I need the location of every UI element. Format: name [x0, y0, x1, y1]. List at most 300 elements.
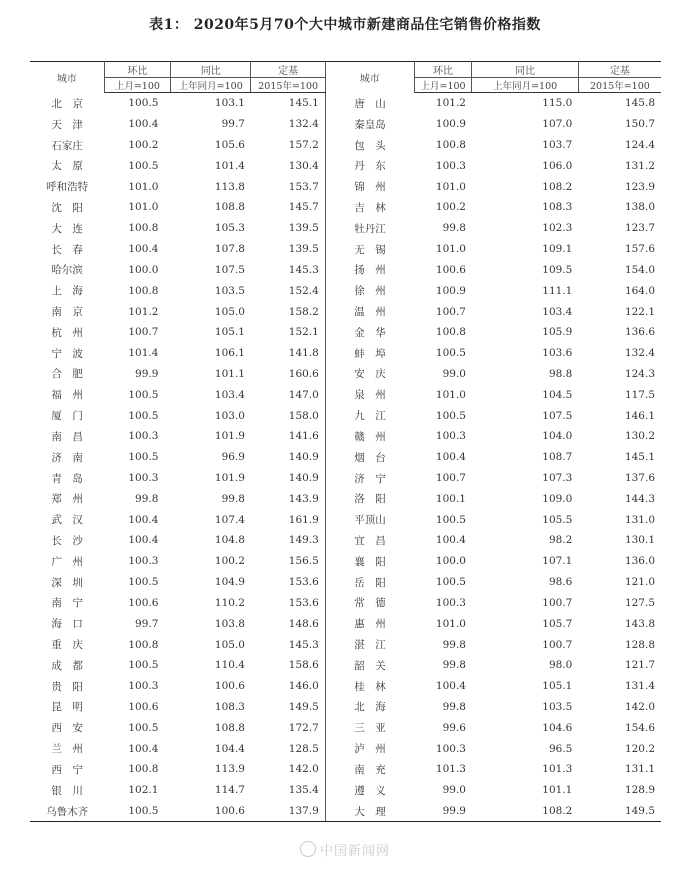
city-cell: 无 锡	[325, 239, 414, 260]
yoy-cell: 103.1	[214, 97, 245, 110]
city-cell: 宜 昌	[325, 530, 414, 551]
mom-cell: 100.3	[128, 472, 159, 485]
yoy-cell: 98.2	[548, 534, 573, 547]
city-cell: 吉 林	[325, 197, 414, 218]
city-cell: 桂 林	[325, 676, 414, 697]
table-row	[30, 218, 661, 239]
yoy-cell: 100.7	[542, 638, 573, 651]
yoy-cell: 109.0	[542, 492, 573, 505]
city-cell: 哈尔滨	[51, 264, 83, 277]
base-cell: 131.2	[624, 159, 655, 172]
yoy-cell: 107.1	[542, 555, 573, 568]
base-cell: 132.4	[288, 118, 319, 131]
yoy-cell: 103.5	[542, 700, 573, 713]
mom-cell: 100.4	[435, 680, 466, 693]
table-row	[30, 738, 661, 759]
base-cell: 144.3	[624, 492, 655, 505]
yoy-cell: 104.0	[542, 430, 573, 443]
base-cell: 145.3	[288, 638, 319, 651]
mom-cell: 100.7	[435, 305, 466, 318]
city-cell: 上 海	[51, 285, 83, 298]
table-row	[30, 801, 661, 822]
base-cell: 150.7	[624, 118, 655, 131]
yoy-cell: 105.6	[214, 139, 245, 152]
table-row	[30, 759, 661, 780]
mom-cell: 100.7	[128, 326, 159, 339]
base-cell: 153.6	[288, 576, 319, 589]
mom-cell: 100.2	[128, 139, 159, 152]
mom-cell: 101.0	[435, 243, 466, 256]
mom-cell: 101.0	[435, 617, 466, 630]
mom-cell: 101.3	[435, 763, 466, 776]
table-title: 表1： 2020年5月70个大中城市新建商品住宅销售价格指数	[149, 17, 541, 33]
mom-cell: 101.4	[128, 347, 159, 360]
table-row	[30, 155, 661, 176]
yoy-cell: 103.6	[542, 347, 573, 360]
base-cell: 149.3	[288, 534, 319, 547]
base-cell: 131.1	[624, 763, 655, 776]
city-cell: 武 汉	[51, 514, 83, 527]
yoy-cell: 105.1	[214, 326, 245, 339]
yoy-cell: 101.9	[214, 472, 245, 485]
base-cell: 149.5	[578, 801, 661, 822]
base-subheader-right: 2015年=100	[578, 78, 661, 93]
base-cell: 145.8	[624, 97, 655, 110]
mom-cell: 99.0	[442, 367, 466, 380]
mom-cell: 99.9	[135, 367, 159, 380]
table-row	[30, 384, 661, 405]
mom-cell: 100.4	[128, 118, 159, 131]
city-cell: 福 州	[51, 389, 83, 402]
yoy-cell: 103.0	[214, 409, 245, 422]
base-cell: 120.2	[624, 742, 655, 755]
mom-cell: 102.1	[128, 784, 159, 797]
base-cell: 123.7	[624, 222, 655, 235]
city-cell: 平顶山	[325, 509, 414, 530]
base-cell: 145.1	[288, 97, 319, 110]
yoy-cell: 108.3	[214, 700, 245, 713]
base-cell: 128.9	[624, 784, 655, 797]
yoy-cell: 103.5	[214, 284, 245, 297]
base-cell: 135.4	[288, 784, 319, 797]
base-cell: 146.0	[288, 680, 319, 693]
city-cell: 青 岛	[51, 472, 83, 485]
city-cell: 天 津	[51, 118, 83, 131]
base-cell: 156.5	[288, 555, 319, 568]
yoy-cell: 105.9	[542, 326, 573, 339]
city-cell: 郑 州	[51, 493, 83, 506]
yoy-cell: 107.4	[214, 513, 245, 526]
base-cell: 141.6	[288, 430, 319, 443]
city-cell: 银 川	[51, 784, 83, 797]
mom-cell: 100.4	[128, 534, 159, 547]
base-cell: 140.9	[288, 451, 319, 464]
mom-cell: 100.8	[435, 326, 466, 339]
mom-subheader-left: 上月=100	[104, 78, 170, 93]
city-cell: 大 理	[325, 801, 414, 822]
yoy-cell: 108.3	[542, 201, 573, 214]
mom-cell: 100.6	[128, 596, 159, 609]
mom-cell: 100.4	[128, 243, 159, 256]
city-cell: 南 充	[325, 759, 414, 780]
table-row	[30, 239, 661, 260]
base-cell: 143.8	[624, 617, 655, 630]
mom-cell: 100.6	[128, 700, 159, 713]
table-row	[30, 780, 661, 801]
base-cell: 148.6	[288, 617, 319, 630]
yoy-cell: 99.8	[221, 492, 245, 505]
base-cell: 158.6	[288, 659, 319, 672]
watermark	[300, 840, 390, 859]
mom-cell: 100.3	[435, 430, 466, 443]
mom-subheader-right: 上月=100	[414, 78, 472, 93]
yoy-cell: 101.1	[542, 784, 573, 797]
yoy-subheader-left: 上年同月=100	[170, 78, 251, 93]
base-cell: 121.0	[624, 576, 655, 589]
table-row	[30, 280, 661, 301]
base-cell: 124.3	[624, 367, 655, 380]
base-cell: 152.4	[288, 284, 319, 297]
yoy-cell: 109.1	[542, 243, 573, 256]
city-cell: 襄 阳	[325, 551, 414, 572]
yoy-cell: 104.4	[214, 742, 245, 755]
city-header-right: 城市	[325, 62, 414, 93]
yoy-cell: 100.6	[170, 801, 251, 822]
mom-cell: 100.8	[435, 139, 466, 152]
yoy-cell: 115.0	[542, 97, 573, 110]
yoy-cell: 108.8	[214, 201, 245, 214]
yoy-cell: 101.1	[214, 367, 245, 380]
city-cell: 长 沙	[51, 534, 83, 547]
yoy-cell: 98.0	[548, 659, 573, 672]
base-cell: 164.0	[624, 284, 655, 297]
base-cell: 141.8	[288, 347, 319, 360]
yoy-cell: 103.8	[214, 617, 245, 630]
city-header-left: 城市	[30, 62, 104, 93]
base-header-left: 定基	[251, 62, 325, 78]
yoy-cell: 105.1	[542, 680, 573, 693]
yoy-cell: 96.5	[548, 742, 573, 755]
yoy-cell: 108.2	[542, 180, 573, 193]
city-cell: 徐 州	[325, 280, 414, 301]
table-row	[30, 260, 661, 281]
city-cell: 常 德	[325, 593, 414, 614]
city-cell: 济 南	[51, 451, 83, 464]
base-cell: 143.9	[288, 492, 319, 505]
yoy-cell: 105.3	[214, 222, 245, 235]
base-cell: 124.4	[624, 139, 655, 152]
base-cell: 131.4	[624, 680, 655, 693]
base-header-right: 定基	[578, 62, 661, 78]
yoy-cell: 96.9	[221, 451, 245, 464]
yoy-cell: 103.4	[214, 388, 245, 401]
yoy-cell: 101.4	[214, 159, 245, 172]
mom-cell: 99.7	[135, 617, 159, 630]
city-cell: 长 春	[51, 243, 83, 256]
yoy-cell: 100.6	[214, 680, 245, 693]
base-cell: 153.7	[288, 180, 319, 193]
table-row	[30, 551, 661, 572]
base-cell: 154.6	[624, 721, 655, 734]
city-cell: 遵 义	[325, 780, 414, 801]
yoy-cell: 113.8	[214, 180, 245, 193]
base-cell: 137.9	[251, 801, 325, 822]
yoy-cell: 107.0	[542, 118, 573, 131]
city-cell: 杭 州	[51, 326, 83, 339]
yoy-cell: 105.0	[214, 638, 245, 651]
base-cell: 158.0	[288, 409, 319, 422]
table-row	[30, 468, 661, 489]
mom-cell: 100.5	[435, 347, 466, 360]
base-cell: 160.6	[288, 367, 319, 380]
city-cell: 西 宁	[51, 763, 83, 776]
base-cell: 132.4	[624, 347, 655, 360]
table-row	[30, 176, 661, 197]
yoy-cell: 101.9	[214, 430, 245, 443]
mom-cell: 100.4	[128, 742, 159, 755]
table-row	[30, 114, 661, 135]
city-cell: 泉 州	[325, 384, 414, 405]
city-cell: 乌鲁木齐	[30, 801, 104, 822]
yoy-cell: 104.6	[542, 721, 573, 734]
base-cell: 130.2	[624, 430, 655, 443]
yoy-cell: 106.1	[214, 347, 245, 360]
base-cell: 139.5	[288, 222, 319, 235]
table-row	[30, 135, 661, 156]
yoy-cell: 108.2	[472, 801, 578, 822]
mom-cell: 100.3	[435, 742, 466, 755]
yoy-cell: 108.8	[214, 721, 245, 734]
city-cell: 昆 明	[51, 701, 83, 714]
mom-cell: 100.4	[128, 513, 159, 526]
yoy-cell: 103.7	[542, 139, 573, 152]
mom-cell: 99.8	[135, 492, 159, 505]
mom-cell: 99.9	[414, 801, 472, 822]
yoy-cell: 103.4	[542, 305, 573, 318]
base-cell: 157.2	[288, 139, 319, 152]
city-cell: 合 肥	[51, 368, 83, 381]
table-row	[30, 697, 661, 718]
city-cell: 洛 阳	[325, 488, 414, 509]
city-cell: 南 昌	[51, 430, 83, 443]
yoy-cell: 109.5	[542, 263, 573, 276]
city-cell: 大 连	[51, 222, 83, 235]
mom-cell: 101.2	[128, 305, 159, 318]
city-cell: 北 京	[51, 97, 83, 110]
base-cell: 153.6	[288, 596, 319, 609]
yoy-cell: 99.7	[221, 118, 245, 131]
yoy-cell: 101.3	[542, 763, 573, 776]
mom-cell: 100.1	[435, 492, 466, 505]
city-cell: 温 州	[325, 301, 414, 322]
city-cell: 惠 州	[325, 613, 414, 634]
city-cell: 重 庆	[51, 639, 83, 652]
mom-cell: 100.8	[128, 638, 159, 651]
mom-cell: 100.3	[435, 596, 466, 609]
mom-cell: 99.8	[442, 638, 466, 651]
mom-cell: 100.5	[128, 388, 159, 401]
yoy-cell: 108.7	[542, 451, 573, 464]
yoy-cell: 102.3	[542, 222, 573, 235]
yoy-cell: 107.3	[542, 472, 573, 485]
mom-cell: 100.4	[435, 534, 466, 547]
city-cell: 贵 阳	[51, 680, 83, 693]
mom-cell: 99.8	[442, 700, 466, 713]
table-row	[30, 197, 661, 218]
yoy-cell: 110.4	[214, 659, 245, 672]
mom-cell: 100.3	[128, 430, 159, 443]
mom-header-left: 环比	[104, 62, 170, 78]
mom-cell: 99.0	[442, 784, 466, 797]
mom-cell: 101.0	[128, 201, 159, 214]
city-cell: 金 华	[325, 322, 414, 343]
table-row	[30, 93, 661, 114]
mom-cell: 100.5	[104, 801, 170, 822]
base-cell: 128.5	[288, 742, 319, 755]
table-row	[30, 572, 661, 593]
table-row	[30, 343, 661, 364]
city-cell: 石家庄	[51, 139, 83, 152]
yoy-cell: 100.7	[542, 596, 573, 609]
table-row	[30, 364, 661, 385]
table-row	[30, 447, 661, 468]
mom-cell: 100.9	[435, 118, 466, 131]
base-cell: 130.4	[288, 159, 319, 172]
mom-cell: 100.8	[128, 284, 159, 297]
base-cell: 145.7	[288, 201, 319, 214]
city-cell: 兰 州	[51, 743, 83, 756]
base-cell: 158.2	[288, 305, 319, 318]
mom-cell: 101.0	[435, 388, 466, 401]
yoy-cell: 98.6	[548, 576, 573, 589]
base-subheader-left: 2015年=100	[251, 78, 325, 93]
table-row	[30, 530, 661, 551]
mom-cell: 100.7	[435, 472, 466, 485]
city-cell: 蚌 埠	[325, 343, 414, 364]
mom-cell: 100.5	[435, 409, 466, 422]
yoy-cell: 113.9	[214, 763, 245, 776]
city-cell: 湛 江	[325, 634, 414, 655]
table-row	[30, 405, 661, 426]
watermark-text: 中国新闻网	[320, 844, 391, 859]
city-cell: 九 江	[325, 405, 414, 426]
city-cell: 三 亚	[325, 717, 414, 738]
table-row	[30, 488, 661, 509]
city-cell: 北 海	[325, 697, 414, 718]
mom-cell: 100.3	[128, 680, 159, 693]
mom-cell: 100.9	[435, 284, 466, 297]
mom-cell: 100.3	[435, 159, 466, 172]
base-cell: 146.1	[624, 409, 655, 422]
base-cell: 172.7	[288, 721, 319, 734]
table-row	[30, 426, 661, 447]
base-cell: 121.7	[624, 659, 655, 672]
city-cell: 深 圳	[51, 576, 83, 589]
price-index-table	[30, 61, 661, 822]
base-cell: 136.6	[624, 326, 655, 339]
mom-cell: 100.0	[435, 555, 466, 568]
city-cell: 岳 阳	[325, 572, 414, 593]
base-cell: 142.0	[624, 700, 655, 713]
city-cell: 韶 关	[325, 655, 414, 676]
yoy-cell: 100.2	[214, 555, 245, 568]
yoy-cell: 98.8	[548, 367, 573, 380]
city-cell: 锦 州	[325, 176, 414, 197]
city-cell: 牡丹江	[325, 218, 414, 239]
base-cell: 131.0	[624, 513, 655, 526]
mom-cell: 101.0	[435, 180, 466, 193]
base-cell: 140.9	[288, 472, 319, 485]
mom-cell: 100.5	[435, 576, 466, 589]
city-cell: 沈 阳	[51, 201, 83, 214]
mom-header-right: 环比	[414, 62, 472, 78]
base-cell: 138.0	[624, 201, 655, 214]
mom-cell: 100.5	[128, 451, 159, 464]
city-cell: 泸 州	[325, 738, 414, 759]
yoy-cell: 105.7	[542, 617, 573, 630]
mom-cell: 100.8	[128, 763, 159, 776]
mom-cell: 100.5	[128, 409, 159, 422]
yoy-subheader-right: 上年同月=100	[472, 78, 578, 93]
city-cell: 宁 波	[51, 347, 83, 360]
mom-cell: 100.0	[128, 263, 159, 276]
city-cell: 扬 州	[325, 260, 414, 281]
base-cell: 149.5	[288, 700, 319, 713]
mom-cell: 100.5	[128, 576, 159, 589]
base-cell: 145.3	[288, 263, 319, 276]
city-cell: 成 都	[51, 659, 83, 672]
city-cell: 南 京	[51, 306, 83, 319]
base-cell: 130.1	[624, 534, 655, 547]
city-cell: 丹 东	[325, 155, 414, 176]
base-cell: 161.9	[288, 513, 319, 526]
yoy-cell: 105.0	[214, 305, 245, 318]
yoy-cell: 104.5	[542, 388, 573, 401]
table-row	[30, 322, 661, 343]
table-row	[30, 509, 661, 530]
yoy-cell: 106.0	[542, 159, 573, 172]
city-cell: 安 庆	[325, 364, 414, 385]
mom-cell: 100.5	[128, 97, 159, 110]
yoy-cell: 107.5	[542, 409, 573, 422]
mom-cell: 101.2	[435, 97, 466, 110]
table-row	[30, 655, 661, 676]
yoy-header-right: 同比	[472, 62, 578, 78]
mom-cell: 99.8	[442, 222, 466, 235]
table-row	[30, 676, 661, 697]
yoy-cell: 104.9	[214, 576, 245, 589]
base-cell: 128.8	[624, 638, 655, 651]
city-cell: 烟 台	[325, 447, 414, 468]
city-cell: 包 头	[325, 135, 414, 156]
yoy-cell: 114.7	[214, 784, 245, 797]
base-cell: 145.1	[624, 451, 655, 464]
city-cell: 唐 山	[325, 93, 414, 114]
yoy-cell: 107.8	[214, 243, 245, 256]
mom-cell: 100.2	[435, 201, 466, 214]
table-row	[30, 634, 661, 655]
table-row	[30, 717, 661, 738]
yoy-cell: 110.2	[214, 596, 245, 609]
base-cell: 147.0	[288, 388, 319, 401]
city-cell: 秦皇岛	[325, 114, 414, 135]
table-row	[30, 301, 661, 322]
city-cell: 广 州	[51, 555, 83, 568]
yoy-header-left: 同比	[170, 62, 251, 78]
base-cell: 122.1	[624, 305, 655, 318]
city-cell: 西 安	[51, 722, 83, 735]
base-cell: 123.9	[624, 180, 655, 193]
